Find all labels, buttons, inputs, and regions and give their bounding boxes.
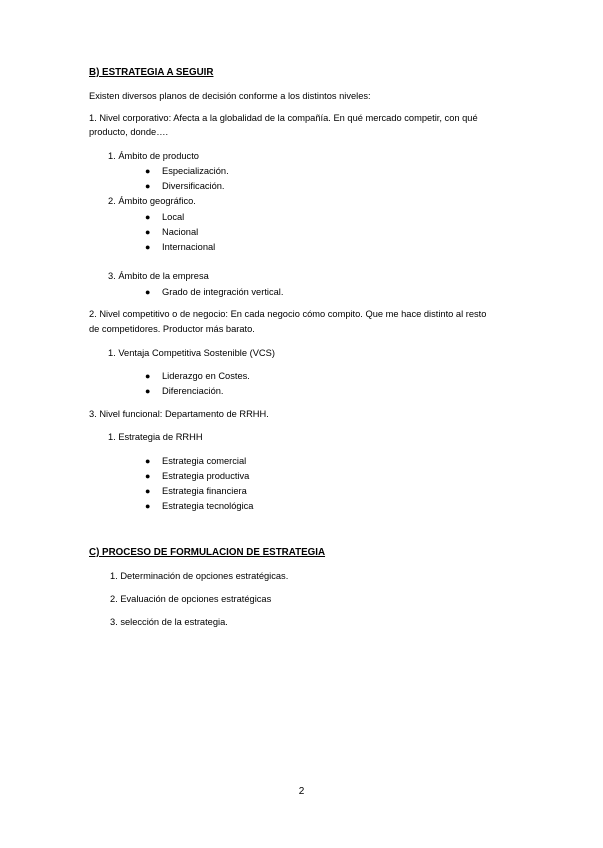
bullet-icon: ● <box>145 166 151 176</box>
section-c-heading: C) PROCESO DE FORMULACION DE ESTRATEGIA <box>89 547 326 558</box>
bullet-icon: ● <box>145 471 151 481</box>
list-item: Nacional <box>162 227 199 237</box>
bullet-icon: ● <box>145 501 151 511</box>
list-item: Especialización. <box>162 166 229 176</box>
level1-item-geografico: 2. Ámbito geográfico. <box>108 196 196 206</box>
page-number: 2 <box>298 786 305 797</box>
process-step: 1. Determinación de opciones estratégicas. <box>110 571 289 581</box>
process-step: 3. selección de la estrategia. <box>110 617 228 627</box>
section-b-intro: Existen diversos planos de decisión conforme a los distintos niveles: <box>89 91 371 101</box>
list-item: Diversificación. <box>162 181 225 191</box>
list-item: Estrategia productiva <box>162 471 250 481</box>
bullet-icon: ● <box>145 181 151 191</box>
bullet-icon: ● <box>145 287 151 297</box>
level2-line1: 2. Nivel competitivo o de negocio: En cada negocio cómo compito. Que me hace distinto al resto <box>89 309 487 319</box>
list-item: Estrategia comercial <box>162 456 247 466</box>
level1-line1: 1. Nivel corporativo: Afecta a la globalidad de la compañía. En qué mercado competir, con qué <box>89 113 478 123</box>
bullet-icon: ● <box>145 242 151 252</box>
section-b-heading: B) ESTRATEGIA A SEGUIR <box>89 67 214 78</box>
list-item: Grado de integración vertical. <box>162 287 284 297</box>
level1-item-empresa: 3. Ámbito de la empresa <box>108 271 209 281</box>
list-item: Estrategia financiera <box>162 486 247 496</box>
bullet-icon: ● <box>145 227 151 237</box>
list-item: Estrategia tecnológica <box>162 501 254 511</box>
list-item: Internacional <box>162 242 216 252</box>
level2-line2: de competidores. Productor más barato. <box>89 324 255 334</box>
bullet-icon: ● <box>145 212 151 222</box>
level2-item-vcs: 1. Ventaja Competitiva Sostenible (VCS) <box>108 348 275 358</box>
level3-line1: 3. Nivel funcional: Departamento de RRHH. <box>89 409 269 419</box>
level1-item-producto: 1. Ámbito de producto <box>108 151 199 161</box>
level1-line2: producto, donde…. <box>89 127 169 137</box>
level3-item-rrhh: 1. Estrategia de RRHH <box>108 432 203 442</box>
list-item: Diferenciación. <box>162 386 224 396</box>
process-step: 2. Evaluación de opciones estratégicas <box>110 594 272 604</box>
bullet-icon: ● <box>145 486 151 496</box>
list-item: Liderazgo en Costes. <box>162 371 250 381</box>
bullet-icon: ● <box>145 456 151 466</box>
list-item: Local <box>162 212 185 222</box>
bullet-icon: ● <box>145 371 151 381</box>
bullet-icon: ● <box>145 386 151 396</box>
